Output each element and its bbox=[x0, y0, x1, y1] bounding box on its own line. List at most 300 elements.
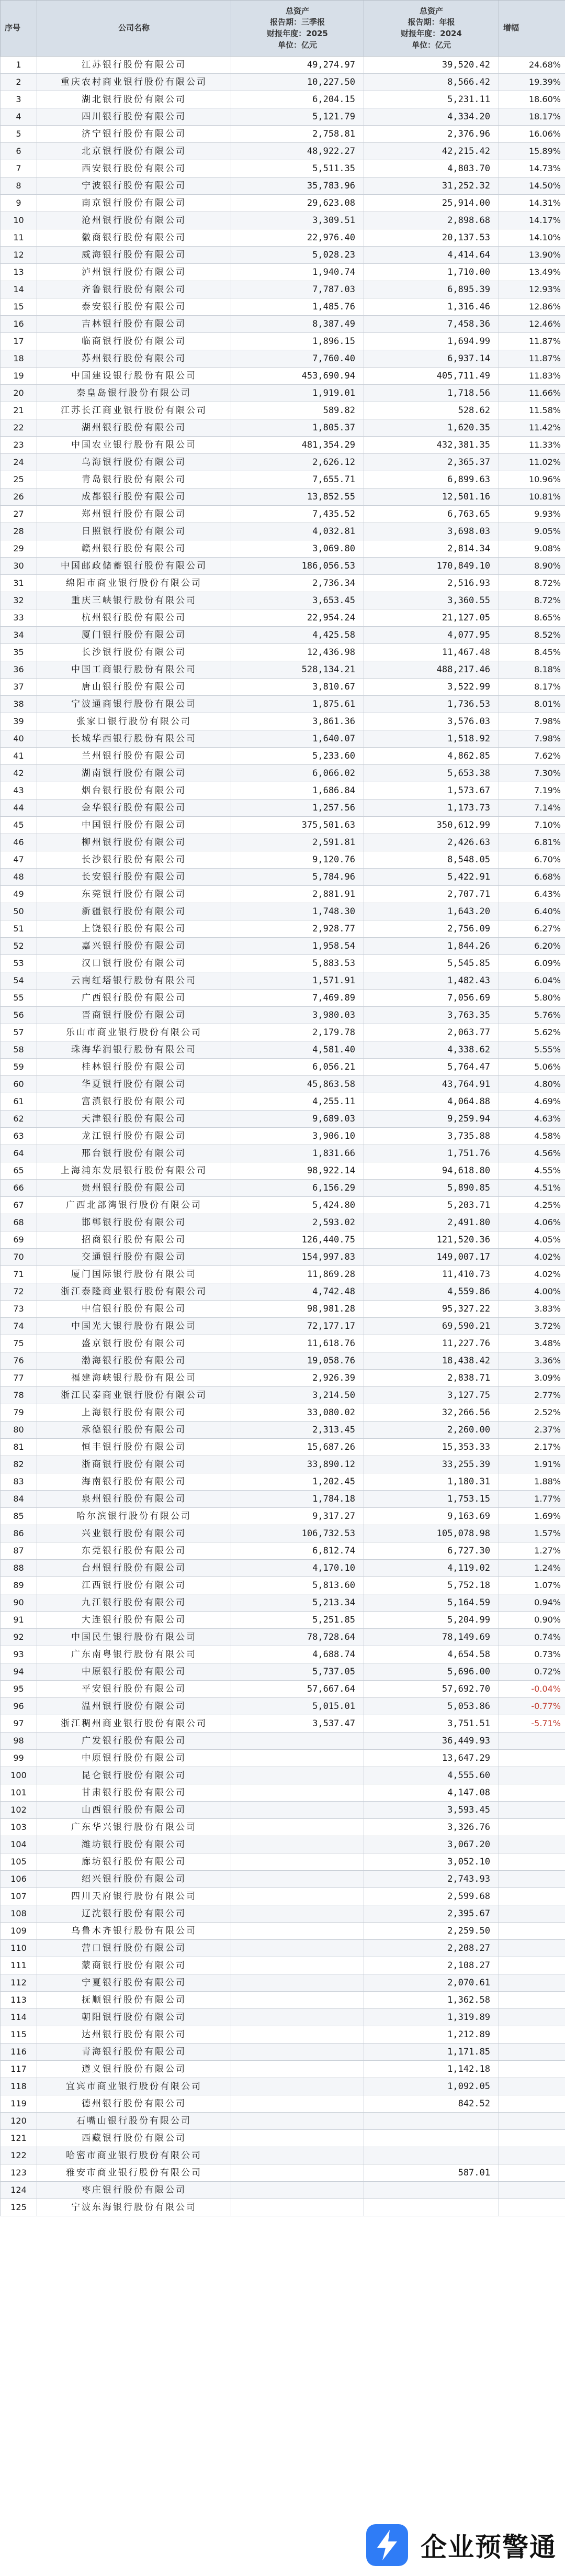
assets-2025: 29,623.08 bbox=[231, 195, 364, 212]
company-name: 乌鲁木齐银行股份有限公司 bbox=[37, 1923, 231, 1940]
growth-rate: 1.69% bbox=[499, 1508, 565, 1525]
table-row bbox=[1, 558, 565, 575]
table-row bbox=[1, 229, 565, 247]
assets-2024: 1,844.26 bbox=[364, 938, 499, 955]
row-number: 116 bbox=[1, 2044, 37, 2061]
growth-rate: 14.73% bbox=[499, 160, 565, 177]
company-name: 遵义银行股份有限公司 bbox=[37, 2061, 231, 2078]
row-number: 54 bbox=[1, 972, 37, 990]
header-2024-line-2: 报告期：年报 bbox=[408, 17, 455, 27]
company-name: 招商银行股份有限公司 bbox=[37, 1231, 231, 1249]
assets-2024: 2,259.50 bbox=[364, 1923, 499, 1940]
growth-rate: 14.50% bbox=[499, 177, 565, 195]
table-row bbox=[1, 540, 565, 558]
assets-2024: 6,763.65 bbox=[364, 506, 499, 523]
assets-2025 bbox=[231, 1923, 364, 1940]
growth-rate: 4.56% bbox=[499, 1145, 565, 1162]
row-number: 121 bbox=[1, 2130, 37, 2147]
brand-watermark bbox=[366, 2514, 565, 2576]
row-number: 73 bbox=[1, 1301, 37, 1318]
company-name: 恒丰银行股份有限公司 bbox=[37, 1439, 231, 1456]
table-row bbox=[1, 713, 565, 730]
assets-2024: 7,458.36 bbox=[364, 316, 499, 333]
table-row bbox=[1, 1162, 565, 1180]
assets-2024: 1,643.20 bbox=[364, 903, 499, 920]
assets-2025: 9,689.03 bbox=[231, 1111, 364, 1128]
assets-2025: 1,896.15 bbox=[231, 333, 364, 350]
company-name: 湖州银行股份有限公司 bbox=[37, 419, 231, 437]
table-row bbox=[1, 1715, 565, 1733]
table-row bbox=[1, 1542, 565, 1560]
company-name: 烟台银行股份有限公司 bbox=[37, 782, 231, 800]
table-row bbox=[1, 1007, 565, 1024]
table-row bbox=[1, 506, 565, 523]
growth-rate: 4.63% bbox=[499, 1111, 565, 1128]
assets-2025: 2,758.81 bbox=[231, 126, 364, 143]
company-name: 绍兴银行股份有限公司 bbox=[37, 1871, 231, 1888]
growth-rate: 10.81% bbox=[499, 488, 565, 506]
header-2025-line-4: 单位：亿元 bbox=[277, 40, 317, 50]
assets-2024: 31,252.32 bbox=[364, 177, 499, 195]
assets-2024: 1,718.56 bbox=[364, 385, 499, 402]
growth-rate: 8.90% bbox=[499, 558, 565, 575]
company-name: 贵州银行股份有限公司 bbox=[37, 1180, 231, 1197]
assets-2024: 3,052.10 bbox=[364, 1853, 499, 1871]
row-number: 64 bbox=[1, 1145, 37, 1162]
row-number: 69 bbox=[1, 1231, 37, 1249]
row-number: 90 bbox=[1, 1594, 37, 1612]
row-number: 23 bbox=[1, 437, 37, 454]
company-name: 南京银行股份有限公司 bbox=[37, 195, 231, 212]
assets-2024: 11,467.48 bbox=[364, 644, 499, 661]
assets-2024: 6,899.63 bbox=[364, 471, 499, 488]
table-row bbox=[1, 696, 565, 713]
assets-2025: 1,257.56 bbox=[231, 800, 364, 817]
table-row bbox=[1, 1819, 565, 1836]
growth-rate bbox=[499, 2182, 565, 2199]
table-row bbox=[1, 1491, 565, 1508]
table-row bbox=[1, 247, 565, 264]
table-row bbox=[1, 800, 565, 817]
assets-2025: 4,032.81 bbox=[231, 523, 364, 540]
table-row bbox=[1, 1940, 565, 1957]
company-name: 达州银行股份有限公司 bbox=[37, 2026, 231, 2044]
assets-2024: 2,376.96 bbox=[364, 126, 499, 143]
assets-2025: 35,783.96 bbox=[231, 177, 364, 195]
assets-2024: 3,576.03 bbox=[364, 713, 499, 730]
company-name: 青岛银行股份有限公司 bbox=[37, 471, 231, 488]
growth-rate: 4.02% bbox=[499, 1249, 565, 1266]
row-number: 21 bbox=[1, 402, 37, 419]
company-name: 湖北银行股份有限公司 bbox=[37, 91, 231, 108]
growth-rate: 3.09% bbox=[499, 1370, 565, 1387]
assets-2024: 5,164.59 bbox=[364, 1594, 499, 1612]
assets-2024: 3,522.99 bbox=[364, 679, 499, 696]
table-row bbox=[1, 817, 565, 834]
row-number: 110 bbox=[1, 1940, 37, 1957]
growth-rate: 1.57% bbox=[499, 1525, 565, 1542]
company-name: 台州银行股份有限公司 bbox=[37, 1560, 231, 1577]
growth-rate: 12.86% bbox=[499, 298, 565, 316]
growth-rate bbox=[499, 1853, 565, 1871]
row-number: 50 bbox=[1, 903, 37, 920]
growth-rate: 15.89% bbox=[499, 143, 565, 160]
row-number: 68 bbox=[1, 1214, 37, 1231]
assets-2024: 3,593.45 bbox=[364, 1802, 499, 1819]
row-number: 8 bbox=[1, 177, 37, 195]
company-name: 天津银行股份有限公司 bbox=[37, 1111, 231, 1128]
table-row bbox=[1, 160, 565, 177]
row-number: 118 bbox=[1, 2078, 37, 2095]
company-name: 德州银行股份有限公司 bbox=[37, 2095, 231, 2113]
header-2024-line-3: 财报年度：2024 bbox=[401, 29, 462, 38]
assets-2025: 3,980.03 bbox=[231, 1007, 364, 1024]
table-row bbox=[1, 1577, 565, 1594]
table-row bbox=[1, 333, 565, 350]
assets-2024: 4,064.88 bbox=[364, 1093, 499, 1111]
table-row bbox=[1, 1733, 565, 1750]
assets-2025: 1,831.66 bbox=[231, 1145, 364, 1162]
company-name: 广东南粤银行股份有限公司 bbox=[37, 1646, 231, 1663]
row-number: 52 bbox=[1, 938, 37, 955]
growth-rate: 7.98% bbox=[499, 713, 565, 730]
assets-2025: 6,066.02 bbox=[231, 765, 364, 782]
growth-rate bbox=[499, 1802, 565, 1819]
row-number: 95 bbox=[1, 1681, 37, 1698]
row-number: 10 bbox=[1, 212, 37, 229]
table-row bbox=[1, 1525, 565, 1542]
table-row bbox=[1, 1266, 565, 1283]
assets-2024: 32,266.56 bbox=[364, 1404, 499, 1422]
assets-2024: 3,067.20 bbox=[364, 1836, 499, 1853]
growth-rate: 6.20% bbox=[499, 938, 565, 955]
assets-2025: 3,309.51 bbox=[231, 212, 364, 229]
assets-2025 bbox=[231, 2164, 364, 2182]
growth-rate: 19.39% bbox=[499, 74, 565, 91]
growth-rate bbox=[499, 1940, 565, 1957]
company-name: 中国光大银行股份有限公司 bbox=[37, 1318, 231, 1335]
growth-rate: 8.17% bbox=[499, 679, 565, 696]
row-number: 47 bbox=[1, 851, 37, 869]
assets-2025: 5,028.23 bbox=[231, 247, 364, 264]
assets-2025 bbox=[231, 1733, 364, 1750]
assets-2025: 33,080.02 bbox=[231, 1404, 364, 1422]
assets-2025: 9,317.27 bbox=[231, 1508, 364, 1525]
assets-2025: 3,214.50 bbox=[231, 1387, 364, 1404]
company-name: 华夏银行股份有限公司 bbox=[37, 1076, 231, 1093]
assets-2025 bbox=[231, 1819, 364, 1836]
company-name: 柳州银行股份有限公司 bbox=[37, 834, 231, 851]
company-name: 宁夏银行股份有限公司 bbox=[37, 1974, 231, 1992]
assets-2025 bbox=[231, 2061, 364, 2078]
table-row bbox=[1, 1646, 565, 1663]
company-name: 长沙银行股份有限公司 bbox=[37, 851, 231, 869]
company-name: 中信银行股份有限公司 bbox=[37, 1301, 231, 1318]
row-number: 80 bbox=[1, 1422, 37, 1439]
table-row bbox=[1, 679, 565, 696]
assets-2024: 4,414.64 bbox=[364, 247, 499, 264]
assets-2024: 2,208.27 bbox=[364, 1940, 499, 1957]
table-row bbox=[1, 2182, 565, 2199]
assets-2025 bbox=[231, 2113, 364, 2130]
row-number: 92 bbox=[1, 1629, 37, 1646]
growth-rate: 7.30% bbox=[499, 765, 565, 782]
growth-rate: 18.60% bbox=[499, 91, 565, 108]
company-name: 富滇银行股份有限公司 bbox=[37, 1093, 231, 1111]
growth-rate: 9.08% bbox=[499, 540, 565, 558]
table-row bbox=[1, 1231, 565, 1249]
row-number: 72 bbox=[1, 1283, 37, 1301]
row-number: 13 bbox=[1, 264, 37, 281]
assets-2024 bbox=[364, 2130, 499, 2147]
table-row bbox=[1, 471, 565, 488]
assets-2024: 2,063.77 bbox=[364, 1024, 499, 1041]
row-number: 87 bbox=[1, 1542, 37, 1560]
table-row bbox=[1, 575, 565, 592]
company-name: 交通银行股份有限公司 bbox=[37, 1249, 231, 1266]
table-row bbox=[1, 488, 565, 506]
assets-2024: 1,573.67 bbox=[364, 782, 499, 800]
table-row bbox=[1, 316, 565, 333]
assets-2025: 5,511.35 bbox=[231, 160, 364, 177]
growth-rate: 4.06% bbox=[499, 1214, 565, 1231]
assets-2025: 49,274.97 bbox=[231, 57, 364, 74]
assets-2025 bbox=[231, 2095, 364, 2113]
company-name: 石嘴山银行股份有限公司 bbox=[37, 2113, 231, 2130]
assets-2025: 57,667.64 bbox=[231, 1681, 364, 1698]
growth-rate: 6.43% bbox=[499, 886, 565, 903]
row-number: 108 bbox=[1, 1905, 37, 1923]
row-number: 67 bbox=[1, 1197, 37, 1214]
growth-rate: 8.18% bbox=[499, 661, 565, 679]
growth-rate: 6.27% bbox=[499, 920, 565, 938]
table-row bbox=[1, 1957, 565, 1974]
growth-rate: 1.77% bbox=[499, 1491, 565, 1508]
assets-2024: 20,137.53 bbox=[364, 229, 499, 247]
row-number: 100 bbox=[1, 1767, 37, 1784]
assets-2025 bbox=[231, 2199, 364, 2216]
row-number: 82 bbox=[1, 1456, 37, 1473]
assets-2024: 2,108.27 bbox=[364, 1957, 499, 1974]
assets-2025: 4,425.58 bbox=[231, 627, 364, 644]
table-row bbox=[1, 1698, 565, 1715]
growth-rate: 11.42% bbox=[499, 419, 565, 437]
assets-2025: 2,926.39 bbox=[231, 1370, 364, 1387]
assets-2025: 19,058.76 bbox=[231, 1352, 364, 1370]
growth-rate: -0.04% bbox=[499, 1681, 565, 1698]
company-name: 泉州银行股份有限公司 bbox=[37, 1491, 231, 1508]
growth-rate: 9.93% bbox=[499, 506, 565, 523]
company-name: 浙江泰隆商业银行股份有限公司 bbox=[37, 1283, 231, 1301]
table-row bbox=[1, 1767, 565, 1784]
table-row bbox=[1, 592, 565, 609]
table-row bbox=[1, 2164, 565, 2182]
company-name: 承德银行股份有限公司 bbox=[37, 1422, 231, 1439]
growth-rate: 7.62% bbox=[499, 748, 565, 765]
company-name: 徽商银行股份有限公司 bbox=[37, 229, 231, 247]
growth-rate: 4.69% bbox=[499, 1093, 565, 1111]
company-name: 金华银行股份有限公司 bbox=[37, 800, 231, 817]
row-number: 24 bbox=[1, 454, 37, 471]
row-number: 11 bbox=[1, 229, 37, 247]
table-row bbox=[1, 1594, 565, 1612]
company-name: 上饶银行股份有限公司 bbox=[37, 920, 231, 938]
row-number: 43 bbox=[1, 782, 37, 800]
assets-2025: 1,571.91 bbox=[231, 972, 364, 990]
row-number: 104 bbox=[1, 1836, 37, 1853]
company-name: 汉口银行股份有限公司 bbox=[37, 955, 231, 972]
assets-2025: 2,736.34 bbox=[231, 575, 364, 592]
row-number: 55 bbox=[1, 990, 37, 1007]
company-name: 桂林银行股份有限公司 bbox=[37, 1059, 231, 1076]
company-name: 广东华兴银行股份有限公司 bbox=[37, 1819, 231, 1836]
assets-2025: 5,883.53 bbox=[231, 955, 364, 972]
assets-2024 bbox=[364, 2199, 499, 2216]
growth-rate: 11.02% bbox=[499, 454, 565, 471]
growth-rate: 14.31% bbox=[499, 195, 565, 212]
row-number: 105 bbox=[1, 1853, 37, 1871]
table-row bbox=[1, 143, 565, 160]
table-row bbox=[1, 1214, 565, 1231]
growth-rate: 3.36% bbox=[499, 1352, 565, 1370]
growth-rate: 5.62% bbox=[499, 1024, 565, 1041]
table-row bbox=[1, 2078, 565, 2095]
growth-rate bbox=[499, 2009, 565, 2026]
company-name: 江苏银行股份有限公司 bbox=[37, 57, 231, 74]
row-number: 44 bbox=[1, 800, 37, 817]
assets-2025 bbox=[231, 1940, 364, 1957]
assets-2025: 6,204.15 bbox=[231, 91, 364, 108]
assets-2024: 2,395.67 bbox=[364, 1905, 499, 1923]
growth-rate: 6.68% bbox=[499, 869, 565, 886]
company-name: 西安银行股份有限公司 bbox=[37, 160, 231, 177]
row-number: 120 bbox=[1, 2113, 37, 2130]
row-number: 77 bbox=[1, 1370, 37, 1387]
assets-2024: 842.52 bbox=[364, 2095, 499, 2113]
assets-2024: 1,694.99 bbox=[364, 333, 499, 350]
growth-rate: 11.66% bbox=[499, 385, 565, 402]
company-name: 浙江民泰商业银行股份有限公司 bbox=[37, 1387, 231, 1404]
table-row bbox=[1, 1093, 565, 1111]
row-number: 101 bbox=[1, 1784, 37, 1802]
assets-2024: 15,353.33 bbox=[364, 1439, 499, 1456]
growth-rate: 2.37% bbox=[499, 1422, 565, 1439]
table-row bbox=[1, 1439, 565, 1456]
table-row bbox=[1, 1111, 565, 1128]
company-name: 四川银行股份有限公司 bbox=[37, 108, 231, 126]
company-name: 杭州银行股份有限公司 bbox=[37, 609, 231, 627]
assets-2024: 5,204.99 bbox=[364, 1612, 499, 1629]
assets-2024: 105,078.98 bbox=[364, 1525, 499, 1542]
row-number: 63 bbox=[1, 1128, 37, 1145]
table-row bbox=[1, 1370, 565, 1387]
assets-2025 bbox=[231, 2078, 364, 2095]
company-name: 重庆三峡银行股份有限公司 bbox=[37, 592, 231, 609]
row-number: 89 bbox=[1, 1577, 37, 1594]
growth-rate bbox=[499, 1888, 565, 1905]
assets-2024: 4,334.20 bbox=[364, 108, 499, 126]
company-name: 九江银行股份有限公司 bbox=[37, 1594, 231, 1612]
company-name: 江苏长江商业银行股份有限公司 bbox=[37, 402, 231, 419]
assets-2025: 589.82 bbox=[231, 402, 364, 419]
assets-2025: 6,156.29 bbox=[231, 1180, 364, 1197]
table-row bbox=[1, 350, 565, 368]
growth-rate bbox=[499, 2199, 565, 2216]
company-name: 甘肃银行股份有限公司 bbox=[37, 1784, 231, 1802]
assets-2025: 98,922.14 bbox=[231, 1162, 364, 1180]
company-name: 广发银行股份有限公司 bbox=[37, 1733, 231, 1750]
growth-rate: 13.90% bbox=[499, 247, 565, 264]
company-name: 长城华西银行股份有限公司 bbox=[37, 730, 231, 748]
row-number: 65 bbox=[1, 1162, 37, 1180]
table-row bbox=[1, 2044, 565, 2061]
assets-2024: 2,070.61 bbox=[364, 1974, 499, 1992]
assets-2024: 1,753.15 bbox=[364, 1491, 499, 1508]
assets-2024: 8,566.42 bbox=[364, 74, 499, 91]
row-number: 46 bbox=[1, 834, 37, 851]
assets-2025: 1,202.45 bbox=[231, 1473, 364, 1491]
assets-2025: 9,120.76 bbox=[231, 851, 364, 869]
assets-2025: 11,618.76 bbox=[231, 1335, 364, 1352]
assets-2025: 22,954.24 bbox=[231, 609, 364, 627]
growth-rate: 2.77% bbox=[499, 1387, 565, 1404]
row-number: 70 bbox=[1, 1249, 37, 1266]
growth-rate: 0.74% bbox=[499, 1629, 565, 1646]
growth-rate: 7.19% bbox=[499, 782, 565, 800]
table-row bbox=[1, 57, 565, 74]
table-row bbox=[1, 2095, 565, 2113]
assets-2025: 453,690.94 bbox=[231, 368, 364, 385]
row-number: 16 bbox=[1, 316, 37, 333]
assets-2024: 1,518.92 bbox=[364, 730, 499, 748]
row-number: 88 bbox=[1, 1560, 37, 1577]
assets-2025 bbox=[231, 2026, 364, 2044]
assets-2025: 3,906.10 bbox=[231, 1128, 364, 1145]
company-name: 中国民生银行股份有限公司 bbox=[37, 1629, 231, 1646]
assets-2024: 8,548.05 bbox=[364, 851, 499, 869]
table-row bbox=[1, 955, 565, 972]
table-row bbox=[1, 419, 565, 437]
company-name: 威海银行股份有限公司 bbox=[37, 247, 231, 264]
growth-rate bbox=[499, 1733, 565, 1750]
row-number: 30 bbox=[1, 558, 37, 575]
table-row bbox=[1, 1681, 565, 1698]
table-row bbox=[1, 402, 565, 419]
company-name: 珠海华润银行股份有限公司 bbox=[37, 1041, 231, 1059]
assets-2025: 4,255.11 bbox=[231, 1093, 364, 1111]
row-number: 26 bbox=[1, 488, 37, 506]
assets-2025: 8,387.49 bbox=[231, 316, 364, 333]
assets-2025: 11,869.28 bbox=[231, 1266, 364, 1283]
growth-rate bbox=[499, 2113, 565, 2130]
company-name: 晋商银行股份有限公司 bbox=[37, 1007, 231, 1024]
assets-2024: 1,736.53 bbox=[364, 696, 499, 713]
assets-2024: 1,620.35 bbox=[364, 419, 499, 437]
assets-2024: 43,764.91 bbox=[364, 1076, 499, 1093]
assets-2025: 78,728.64 bbox=[231, 1629, 364, 1646]
assets-2024: 1,482.43 bbox=[364, 972, 499, 990]
company-name: 上海银行股份有限公司 bbox=[37, 1404, 231, 1422]
assets-2025: 5,233.60 bbox=[231, 748, 364, 765]
company-name: 蒙商银行股份有限公司 bbox=[37, 1957, 231, 1974]
assets-2024: 1,751.76 bbox=[364, 1145, 499, 1162]
row-number: 114 bbox=[1, 2009, 37, 2026]
row-number: 115 bbox=[1, 2026, 37, 2044]
growth-rate: 4.51% bbox=[499, 1180, 565, 1197]
assets-2025: 5,015.01 bbox=[231, 1698, 364, 1715]
table-row bbox=[1, 869, 565, 886]
row-number: 7 bbox=[1, 160, 37, 177]
